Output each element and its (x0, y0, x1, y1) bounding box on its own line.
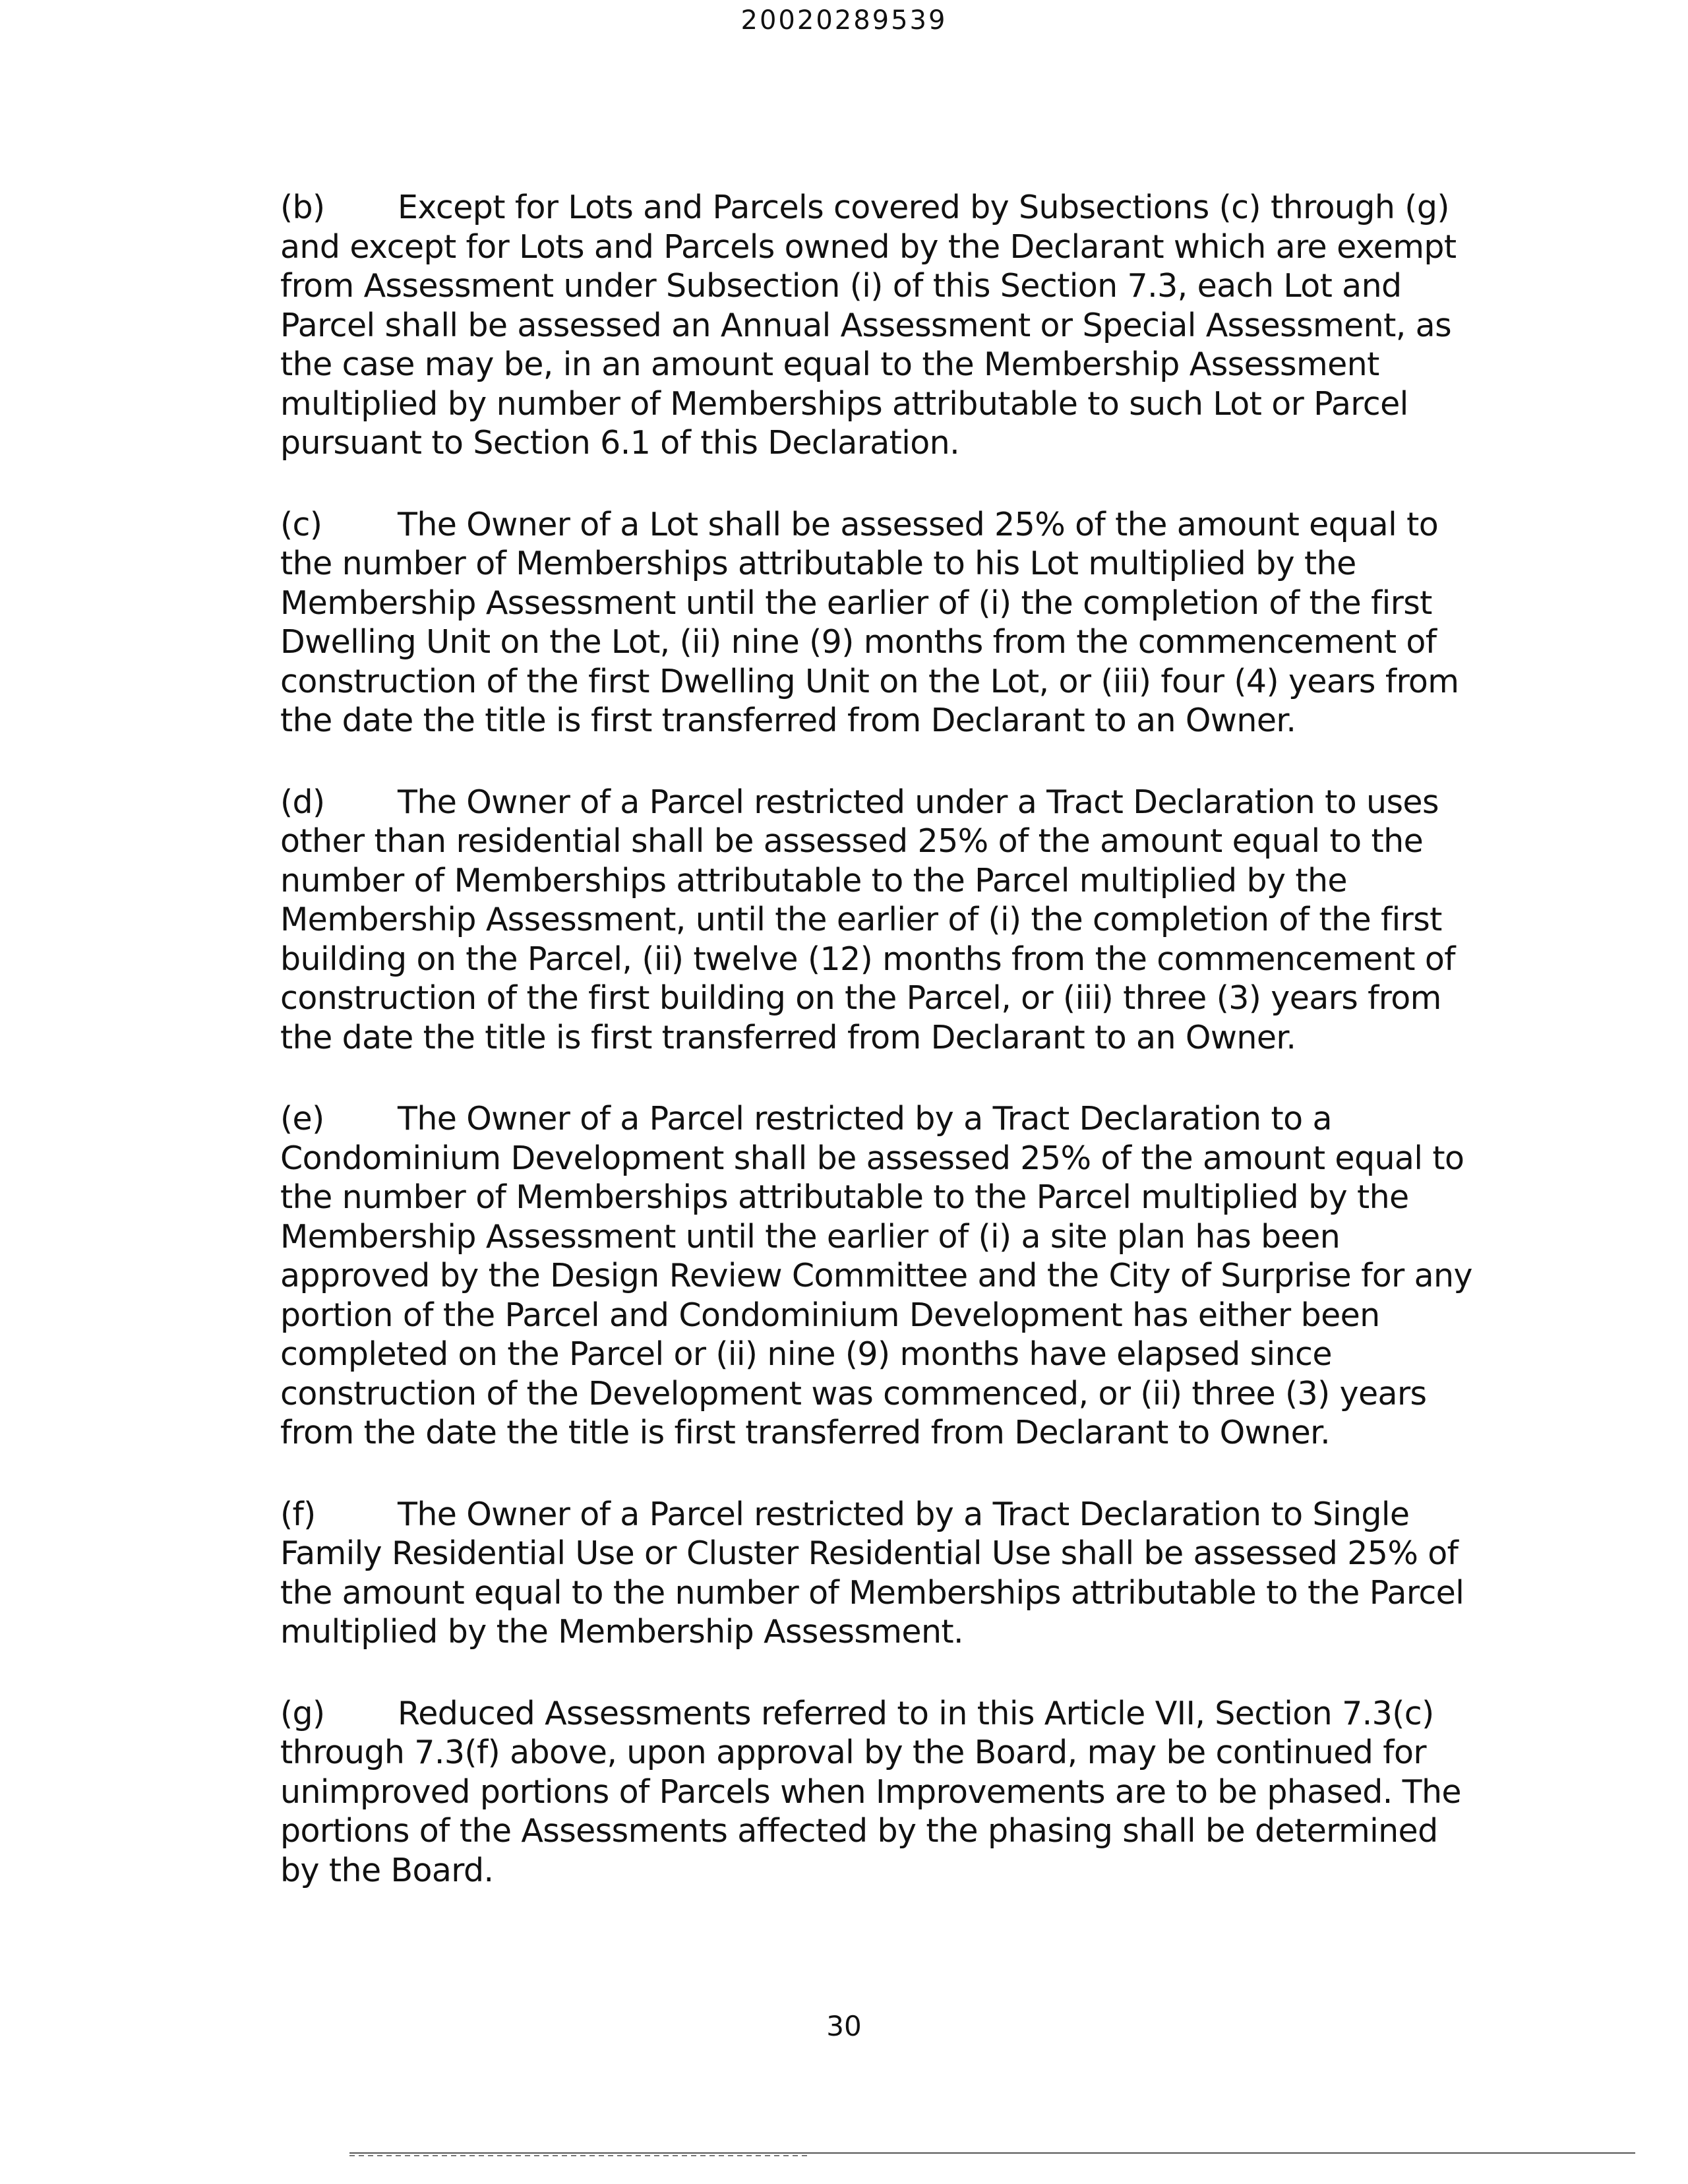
document-number: 20020289539 (740, 5, 948, 36)
page-number: 30 (826, 2010, 862, 2042)
paragraph-label: (b) (280, 189, 325, 226)
paragraph-label: (c) (280, 505, 322, 543)
paragraph-text: Except for Lots and Parcels covered by Subsections (c) through (g) and except for Lots and Parcels owned by the Declarant which are exempt from Assessment under Subsection (i) of this Section 7.3, each Lot and Parcel shall be assessed an Annual Assessment or Special Assessment, as the case may be, in an amount equal to the Membership Assessment multiplied by number of Memberships attributable to such Lot or Parcel pursuant to Section 6.1 of this Declaration. (280, 189, 1457, 462)
document-body (280, 188, 1474, 1932)
paragraph-text: Reduced Assessments referred to in this Article VII, Section 7.3(c) through 7.3(f) above, upon approval by the Board, may be continued for unimproved portions of Parcels when Improvements are to be phased. The portions of the Assessments affected by the phasing shall be determined by the Board. (280, 1694, 1461, 1889)
paragraph-label: (f) (280, 1495, 316, 1533)
paragraph-d (280, 783, 1474, 1058)
paragraph-text: The Owner of a Parcel restricted by a Tract Declaration to Single Family Residential Use or Cluster Residential Use shall be assessed 25% of the amount equal to the number of Memberships attributable to the Parcel multiplied by the Membership Assessment. (280, 1495, 1464, 1651)
paragraph-e (280, 1099, 1474, 1453)
paragraph-c (280, 505, 1474, 741)
paragraph-label: (e) (280, 1100, 324, 1138)
paragraph-b (280, 188, 1474, 463)
scan-artifact-dashes (349, 2155, 811, 2156)
paragraph-label: (g) (280, 1694, 325, 1732)
paragraph-text: The Owner of a Parcel restricted by a Tract Declaration to a Condominium Development shall be assessed 25% of the amount equal to the number of Memberships attributable to the Parcel multiplied by the Membership Assessment until the earlier of (i) a site plan has been approved by the Design Review Committee and the City of Surprise for any portion of the Parcel and Condominium Development has either been completed on the Parcel or (ii) nine (9) months have elapsed since construction of the Development was commenced, or (ii) three (3) years from the date the title is first transferred from Declarant to Owner. (280, 1100, 1472, 1451)
paragraph-text: The Owner of a Lot shall be assessed 25% of the amount equal to the number of Memberships attributable to his Lot multiplied by the Membership Assessment until the earlier of (i) the completion of the first Dwelling Unit on the Lot, (ii) nine (9) months from the commencement of construction of the first Dwelling Unit on the Lot, or (iii) four (4) years from the date the title is first transferred from Declarant to an Owner. (280, 505, 1459, 739)
paragraph-g (280, 1694, 1474, 1891)
paragraph-f (280, 1495, 1474, 1652)
scan-artifact-line (349, 2152, 1635, 2154)
paragraph-label: (d) (280, 783, 325, 821)
paragraph-text: The Owner of a Parcel restricted under a Tract Declaration to uses other than residential shall be assessed 25% of the amount equal to the number of Memberships attributable to the Parcel multiplied by the Membership Assessment, until the earlier of (i) the completion of the first building on the Parcel, (ii) twelve (12) months from the commencement of construction of the first building on the Parcel, or (iii) three (3) years from the date the title is first transferred from Declarant to an Owner. (280, 783, 1455, 1056)
